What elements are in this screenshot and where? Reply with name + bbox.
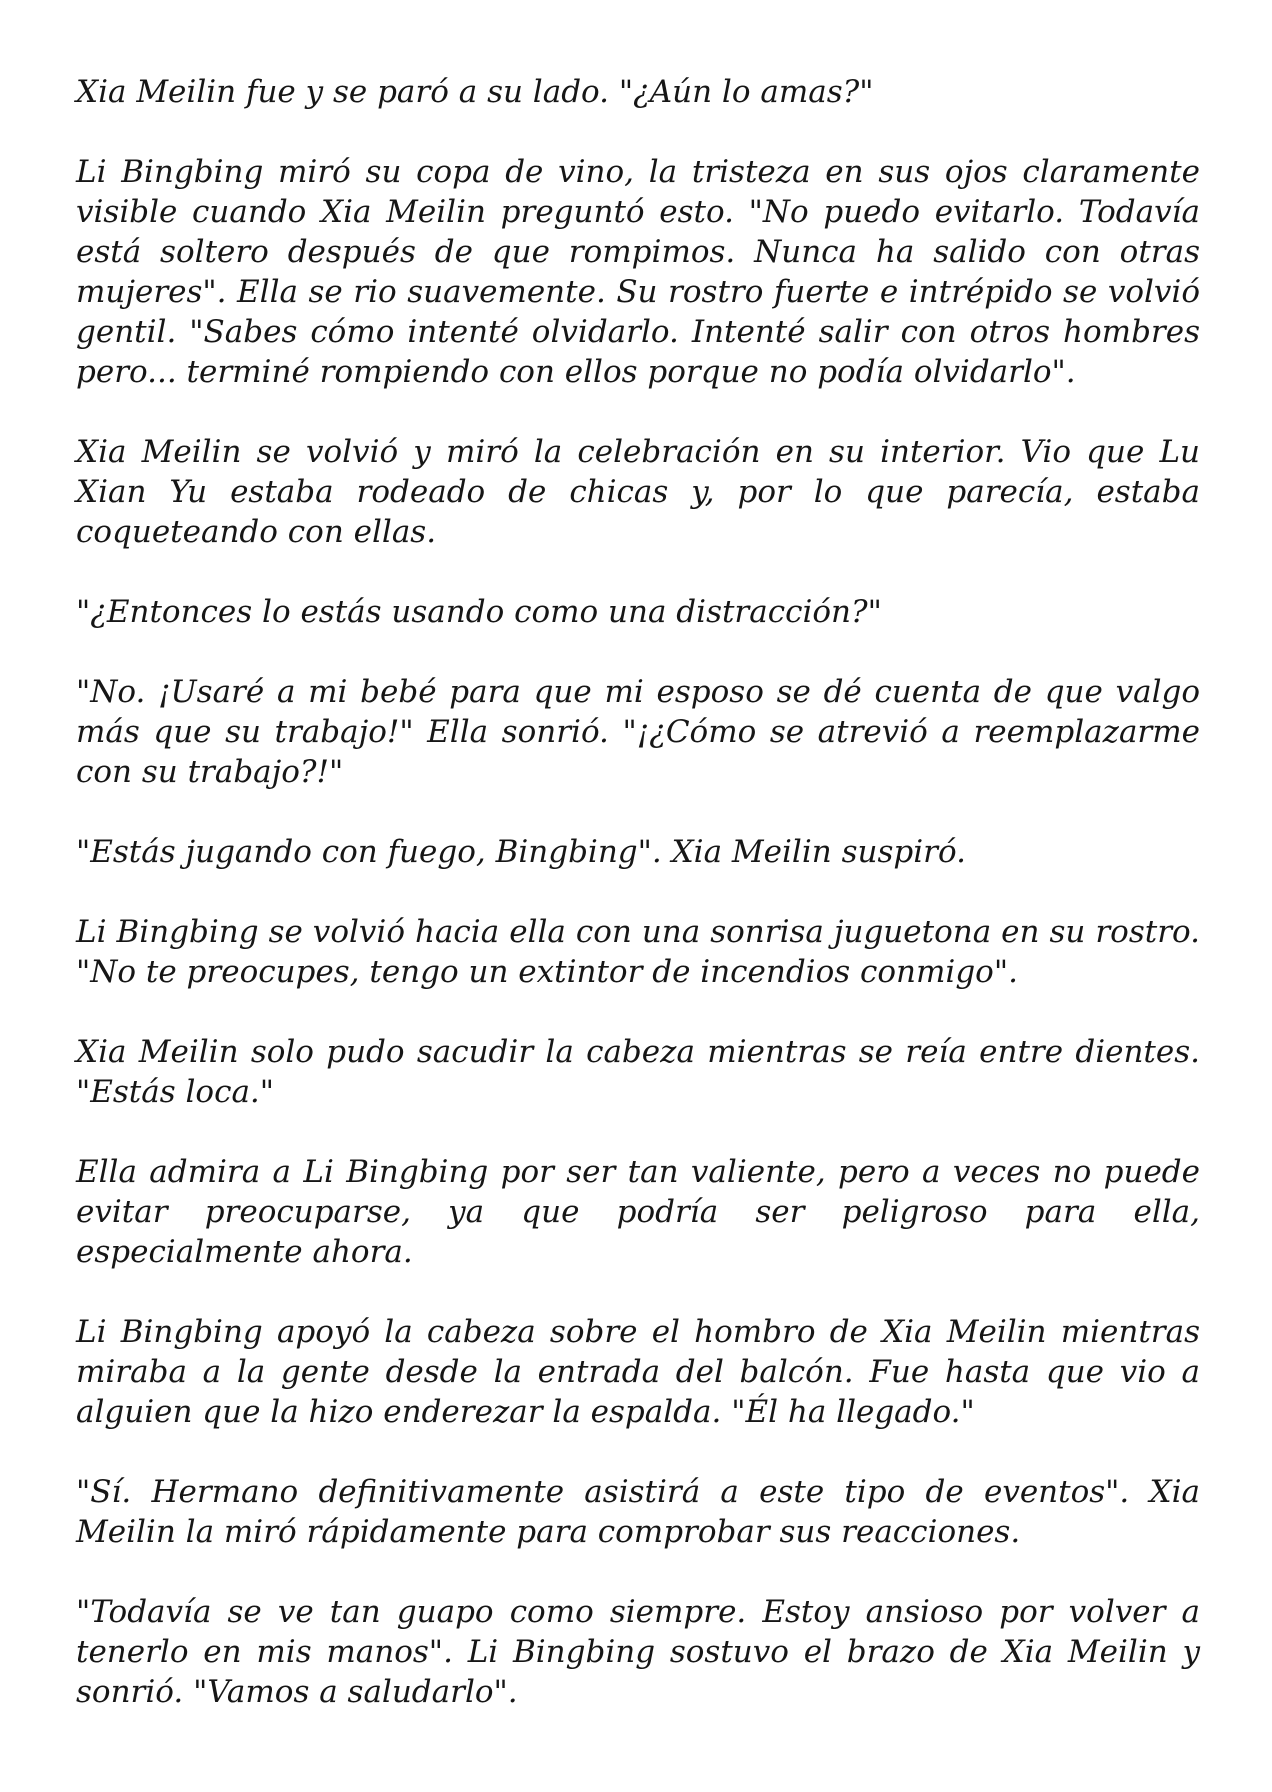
paragraph-6: "Estás jugando con fuego, Bingbing". Xia Meilin suspiró. [76, 834, 966, 870]
paragraph-1: Xia Meilin fue y se paró a su lado. "¿Aún lo amas?" [76, 74, 874, 110]
paragraph-8: Xia Meilin solo pudo sacudir la cabeza mientras se reía entre dientes. "Estás loca." [76, 1034, 1200, 1110]
paragraph-3: Xia Meilin se volvió y miró la celebración en su interior. Vio que Lu Xian Yu estaba rodeado de chicas y, por lo que parecía, estaba coqueteando con ellas. [76, 434, 1200, 550]
paragraph-10: Li Bingbing apoyó la cabeza sobre el hombro de Xia Meilin mientras miraba a la gente desde la entrada del balcón. Fue hasta que vio a alguien que la hizo enderezar la espalda. "Él ha llegado." [76, 1314, 1200, 1430]
paragraph-12: "Todavía se ve tan guapo como siempre. Estoy ansioso por volver a tenerlo en mis manos". Li Bingbing sostuvo el brazo de Xia Meilin y sonrió. "Vamos a saludarlo". [76, 1594, 1200, 1710]
paragraph-4: "¿Entonces lo estás usando como una distracción?" [76, 594, 882, 630]
paragraph-9: Ella admira a Li Bingbing por ser tan valiente, pero a veces no puede evitar preocuparse, ya que podría ser peligroso para ella, especialmente ahora. [76, 1154, 1200, 1270]
paragraph-11: "Sí. Hermano definitivamente asistirá a este tipo de eventos". Xia Meilin la miró rápidamente para comprobar sus reacciones. [76, 1474, 1200, 1550]
document-body [76, 72, 1200, 1712]
paragraph-2: Li Bingbing miró su copa de vino, la tristeza en sus ojos claramente visible cuando Xia Meilin preguntó esto. "No puedo evitarlo. Todavía está soltero después de que rompimos. Nunca ha salido con otras mujeres". Ella se rio suavemente. Su rostro fuerte e intrépido se volvió gentil. "Sabes cómo intenté olvidarlo. Intenté salir con otros hombres pero... terminé rompiendo con ellos porque no podía olvidarlo". [76, 154, 1200, 390]
paragraph-5: "No. ¡Usaré a mi bebé para que mi esposo se dé cuenta de que valgo más que su trabajo!" Ella sonrió. "¡¿Cómo se atrevió a reemplazarme con su trabajo?!" [76, 674, 1200, 790]
paragraph-7: Li Bingbing se volvió hacia ella con una sonrisa juguetona en su rostro. "No te preocupes, tengo un extintor de incendios conmigo". [76, 914, 1200, 990]
